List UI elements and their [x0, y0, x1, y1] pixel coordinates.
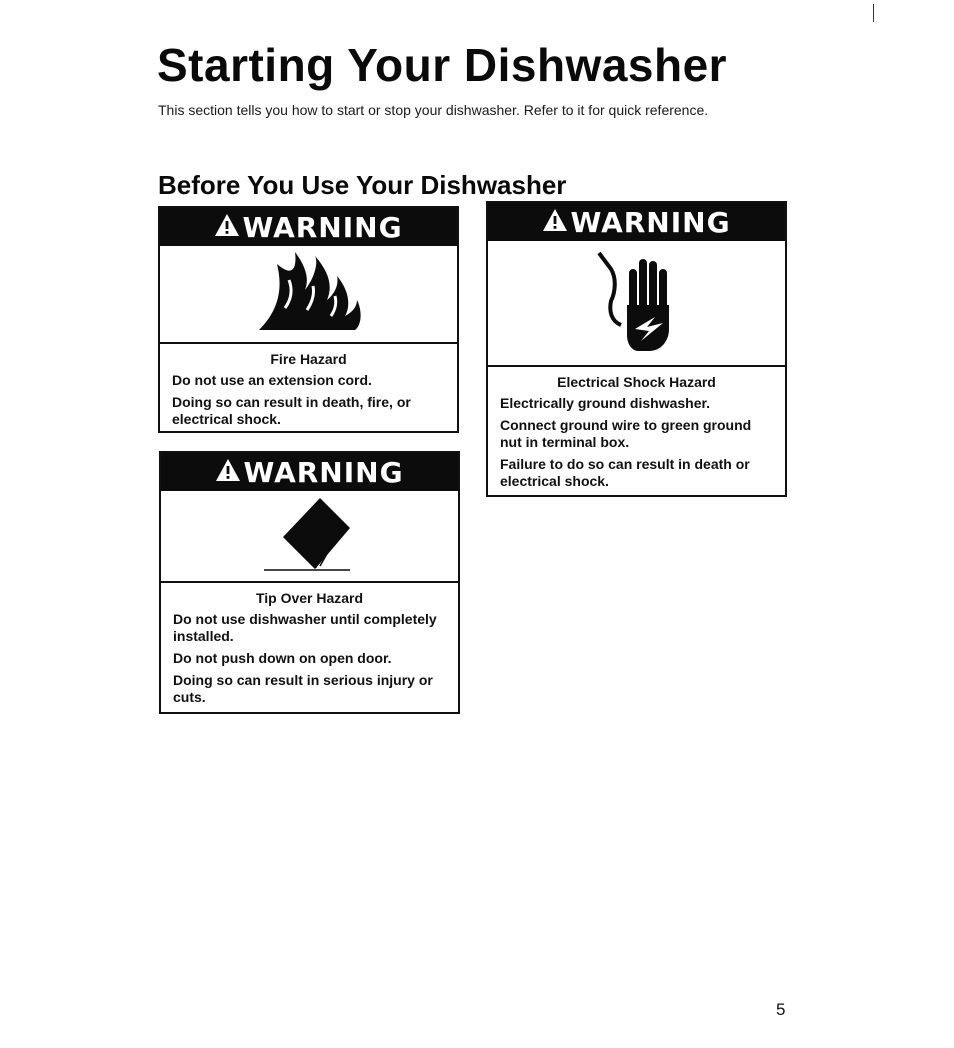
warning-text	[160, 344, 457, 439]
warning-box-electrical-shock	[486, 201, 787, 497]
warning-message: Doing so can result in serious injury or cuts.	[173, 672, 433, 705]
illustration-panel	[488, 241, 785, 367]
warning-triangle-icon	[542, 206, 568, 239]
warning-header	[488, 203, 785, 241]
warning-box-fire	[158, 206, 459, 433]
page-number: 5	[776, 1000, 786, 1019]
hazard-name: Electrical Shock Hazard	[557, 374, 716, 390]
warning-text	[161, 583, 458, 717]
warning-header	[161, 453, 458, 491]
hazard-name: Tip Over Hazard	[255, 590, 364, 606]
warning-triangle-icon	[214, 211, 240, 244]
hazard-name: Fire Hazard	[270, 351, 347, 367]
illustration-panel	[160, 246, 457, 344]
warning-header	[160, 208, 457, 246]
warning-header-label: WARNING	[242, 210, 403, 244]
warning-message: Do not push down on open door.	[173, 650, 392, 666]
warning-message: Do not use an extension cord.	[172, 372, 372, 388]
scan-edge-mark	[873, 4, 874, 22]
warning-message: Doing so can result in death, fire, or electrical shock.	[172, 394, 411, 427]
warning-triangle-icon	[215, 456, 241, 489]
illustration-panel	[161, 491, 458, 583]
electric-shock-hand-icon	[577, 245, 697, 362]
warning-header-label: WARNING	[243, 455, 404, 489]
page-title: Starting Your Dishwasher	[157, 39, 728, 91]
section-title: Before You Use Your Dishwasher	[158, 170, 567, 200]
tip-over-icon	[250, 492, 370, 581]
fire-icon	[249, 250, 369, 339]
warning-text	[488, 367, 785, 501]
intro-text: This section tells you how to start or stop your dishwasher. Refer to it for quick reference.	[158, 102, 709, 118]
warning-header-label: WARNING	[570, 205, 731, 239]
warning-message: Do not use dishwasher until completely installed.	[173, 611, 437, 644]
warning-box-tip-over	[159, 451, 460, 714]
warning-message: Connect ground wire to green ground nut in terminal box.	[500, 417, 752, 450]
warning-message: Electrically ground dishwasher.	[500, 395, 711, 411]
warning-message: Failure to do so can result in death or electrical shock.	[500, 456, 750, 489]
